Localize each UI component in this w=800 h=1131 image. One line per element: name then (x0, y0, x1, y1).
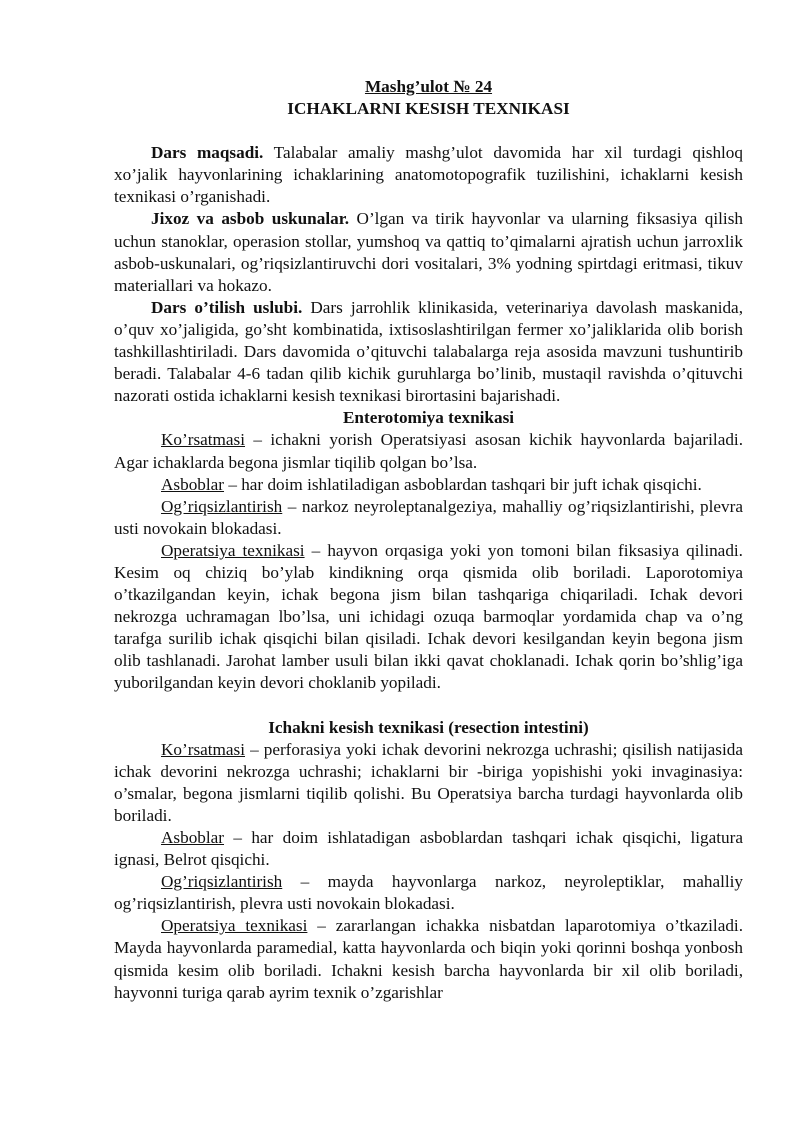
s1-anesthesia-term: Og’riqsizlantirish (161, 496, 283, 516)
section-spacer (114, 695, 743, 717)
s1-technique-text: – hayvon orqasiga yoki yon tomoni bilan fiksasiya qilinadi. Kesim oq chiziq bo’ylab kindikning orqa qismida olib boriladi. Laporotomiya o’tkazilgandan keyin, ichak begona jism bilan tashqariga chiqariladi. Ichak devori nekrozga uchramagan lbo’lsa, uni ichidagi ozuqa barmoqlar yordamida chap va o’ng tarafga surilib ichak qisqichi bilan qisiladi. Ichak devori kesilgandan keyin begona jism olib tashlanadi. Jarohat lamber usuli bilan ikki qavat choklanadi. Ichak qorin bo’shlig’iga yuborilgandan keyin devori choklanib yopiladi. (114, 540, 743, 693)
s2-instruments-term: Asboblar (161, 828, 225, 847)
s2-technique-term: Operatsiya texnikasi (161, 916, 308, 936)
s1-indications-term: Ko’rsatmasi (161, 430, 246, 450)
equipment-text: O’lgan va tirik hayvonlar va ularning fiksasiya qilish uchun stanoklar, operasion stollar, yumshoq va qattiq to’qimalarni ajratish uchun jarroxlik asbob-uskunalari, og’riqsizlantiruvchi dori vositalari, 3% yodning spirtdagi eritmasi, tikuv materiallari va hokazo. (114, 209, 743, 295)
lesson-number: Mashg’ulot № 24 (364, 77, 493, 96)
document-title (114, 76, 743, 120)
goal-text: Talabalar amaliy mashg’ulot davomida har xil turdagi qishloq xo’jalik hayvonlarining ichaklarining anatomotopografik tuzilishini, ichaklarni kesish texnikasi o’rganishadi. (114, 143, 743, 207)
equipment-paragraph (114, 208, 743, 296)
s2-indications-paragraph (114, 739, 743, 827)
s1-technique-term: Operatsiya texnikasi (161, 540, 305, 560)
s2-anesthesia-text: – mayda hayvonlarga narkoz, neyroleptiklar, mahalliy og’riqsizlantirish, plevra usti novokain blokadasi. (114, 872, 743, 914)
equipment-lead: Jixoz va asbob uskunalar. (151, 209, 350, 229)
title-spacer (114, 120, 743, 142)
s1-indications-text: – ichakni yorish Operatsiyasi asosan kichik hayvonlarda bajariladi. Agar ichaklarda begona jismlar tiqilib qolgan bo’lsa. (114, 430, 743, 472)
s1-instruments-text: – har doim ishlatiladigan asboblardan tashqari bir juft ichak qisqichi. (224, 474, 702, 494)
s2-technique-text: – zararlangan ichakka nisbatdan laparotomiya o’tkaziladi. Mayda hayvonlarda paramedial, katta hayvonlarda och biqin yoki qorinni boshqa yonbosh qismida kesim olib boriladi. Ichakni kesish barcha hayvonlarda bir xil olib boriladi, hayvonni turiga qarab ayrim texnik o’zgarishlar (114, 916, 743, 1002)
s2-technique-paragraph (114, 915, 743, 1003)
s1-technique-paragraph (114, 540, 743, 695)
s2-instruments-text: – har doim ishlatadigan asboblardan tashqari ichak qisqichi, ligatura ignasi, Belrot qisqichi. (114, 828, 743, 870)
lesson-topic: ICHAKLARNI KESISH TEXNIKASI (287, 99, 570, 119)
method-lead: Dars o’tilish uslubi. (151, 297, 303, 317)
s2-anesthesia-paragraph (114, 871, 743, 915)
s1-instruments-term: Asboblar (161, 474, 225, 494)
s1-instruments-paragraph (114, 474, 743, 496)
s1-anesthesia-paragraph (114, 496, 743, 540)
section-heading-enterotomy: Enterotomiya texnikasi (342, 408, 515, 428)
goal-paragraph (114, 142, 743, 208)
s2-anesthesia-term: Og’riqsizlantirish (161, 872, 283, 892)
s2-indications-term: Ko’rsatmasi (161, 739, 246, 759)
goal-lead: Dars maqsadi. (151, 143, 264, 163)
s2-indications-text: – perforasiya yoki ichak devorini nekrozga uchrashi; qisilish natijasida ichak devorini nekrozga uchrashi; ichaklarni bir -biriga yopishishi yoki invaginasiya: o’smalar, begona jismlarni tiqilib qolishi. Bu Operatsiya barcha turdagi hayvonlarda olib boriladi. (114, 739, 743, 825)
method-paragraph (114, 297, 743, 407)
method-text: Dars jarrohlik klinikasida, veterinariya davolash maskanida, o’quv xo’jaligida, go’sht kombinatida, ixtisoslashtirilgan fermer xo’jaliklarida olib borish tashkillashtiriladi. Dars davomida o’qituvchi talabalarga reja asosida mavzuni tushuntirib beradi. Talabalar 4-6 tadan qilib kichik guruhlarga bo’linib, mustaqil ravishda o’qituvchi nazorati ostida ichaklarni kesish texnikasi birortasini bajarishadi. (114, 297, 743, 406)
s2-instruments-paragraph (114, 827, 743, 871)
section-heading-resection: Ichakni kesish texnikasi (resection intestini) (268, 717, 589, 737)
s1-anesthesia-text: – narkoz neyroleptanalgeziya, mahalliy og’riqsizlantirishi, plevra usti novokain blokadasi. (114, 496, 743, 538)
s1-indications-paragraph (114, 429, 743, 473)
